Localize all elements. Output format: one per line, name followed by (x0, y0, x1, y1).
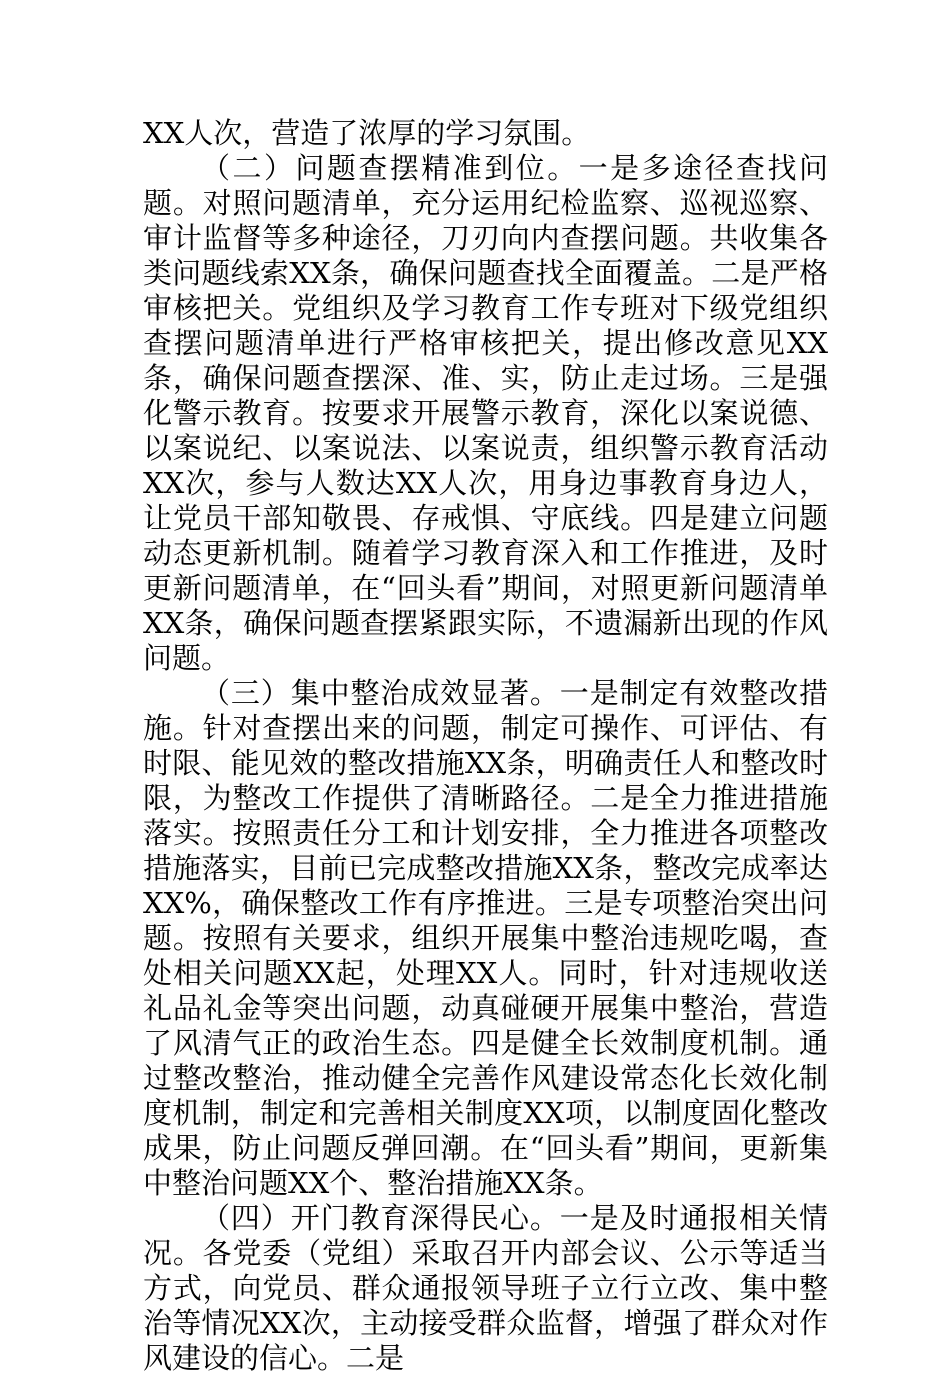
paragraph-section-four: （四）开门教育深得民心。一是及时通报相关情况。各党委（党组）采取召开内部会议、公示等适当方式，向党员、群众通报领导班子立行立改、集中整治等情况XX次，主动接受群众监督，增强了群众对作风建设的信心。二是 (143, 1201, 828, 1375)
paragraph-section-two: （二）问题查摆精准到位。一是多途径查找问题。对照问题清单，充分运用纪检监察、巡视巡察、审计监督等多种途径，刀刃向内查摆问题。共收集各类问题线索XX条，确保问题查找全面覆盖。二是严格审核把关。党组织及学习教育工作专班对下级党组织查摆问题清单进行严格审核把关，提出修改意见XX条，确保问题查摆深、准、实，防止走过场。三是强化警示教育。按要求开展警示教育，深化以案说德、以案说纪、以案说法、以案说责，组织警示教育活动XX次，参与人数达XX人次，用身边事教育身边人，让党员干部知敬畏、存戒惧、守底线。四是建立问题动态更新机制。随着学习教育深入和工作推进，及时更新问题清单，在“回头看”期间，对照更新问题清单XX条，确保问题查摆紧跟实际，不遗漏新出现的作风问题。 (143, 151, 828, 675)
document-body (143, 116, 828, 1376)
paragraph-continuation: XX人次，营造了浓厚的学习氛围。 (143, 116, 591, 150)
paragraph-section-three: （三）集中整治成效显著。一是制定有效整改措施。针对查摆出来的问题，制定可操作、可评估、有时限、能见效的整改措施XX条，明确责任人和整改时限，为整改工作提供了清晰路径。二是全力推进措施落实。按照责任分工和计划安排，全力推进各项整改措施落实，目前已完成整改措施XX条，整改完成率达XX%，确保整改工作有序推进。三是专项整治突出问题。按照有关要求，组织开展集中整治违规吃喝，查处相关问题XX起，处理XX人。同时，针对违规收送礼品礼金等突出问题，动真碰硬开展集中整治，营造了风清气正的政治生态。四是健全长效制度机制。通过整改整治，推动健全完善作风建设常态化长效化制度机制，制定和完善相关制度XX项，以制度固化整改成果，防止问题反弹回潮。在“回头看”期间，更新集中整治问题XX个、整治措施XX条。 (143, 676, 828, 1200)
